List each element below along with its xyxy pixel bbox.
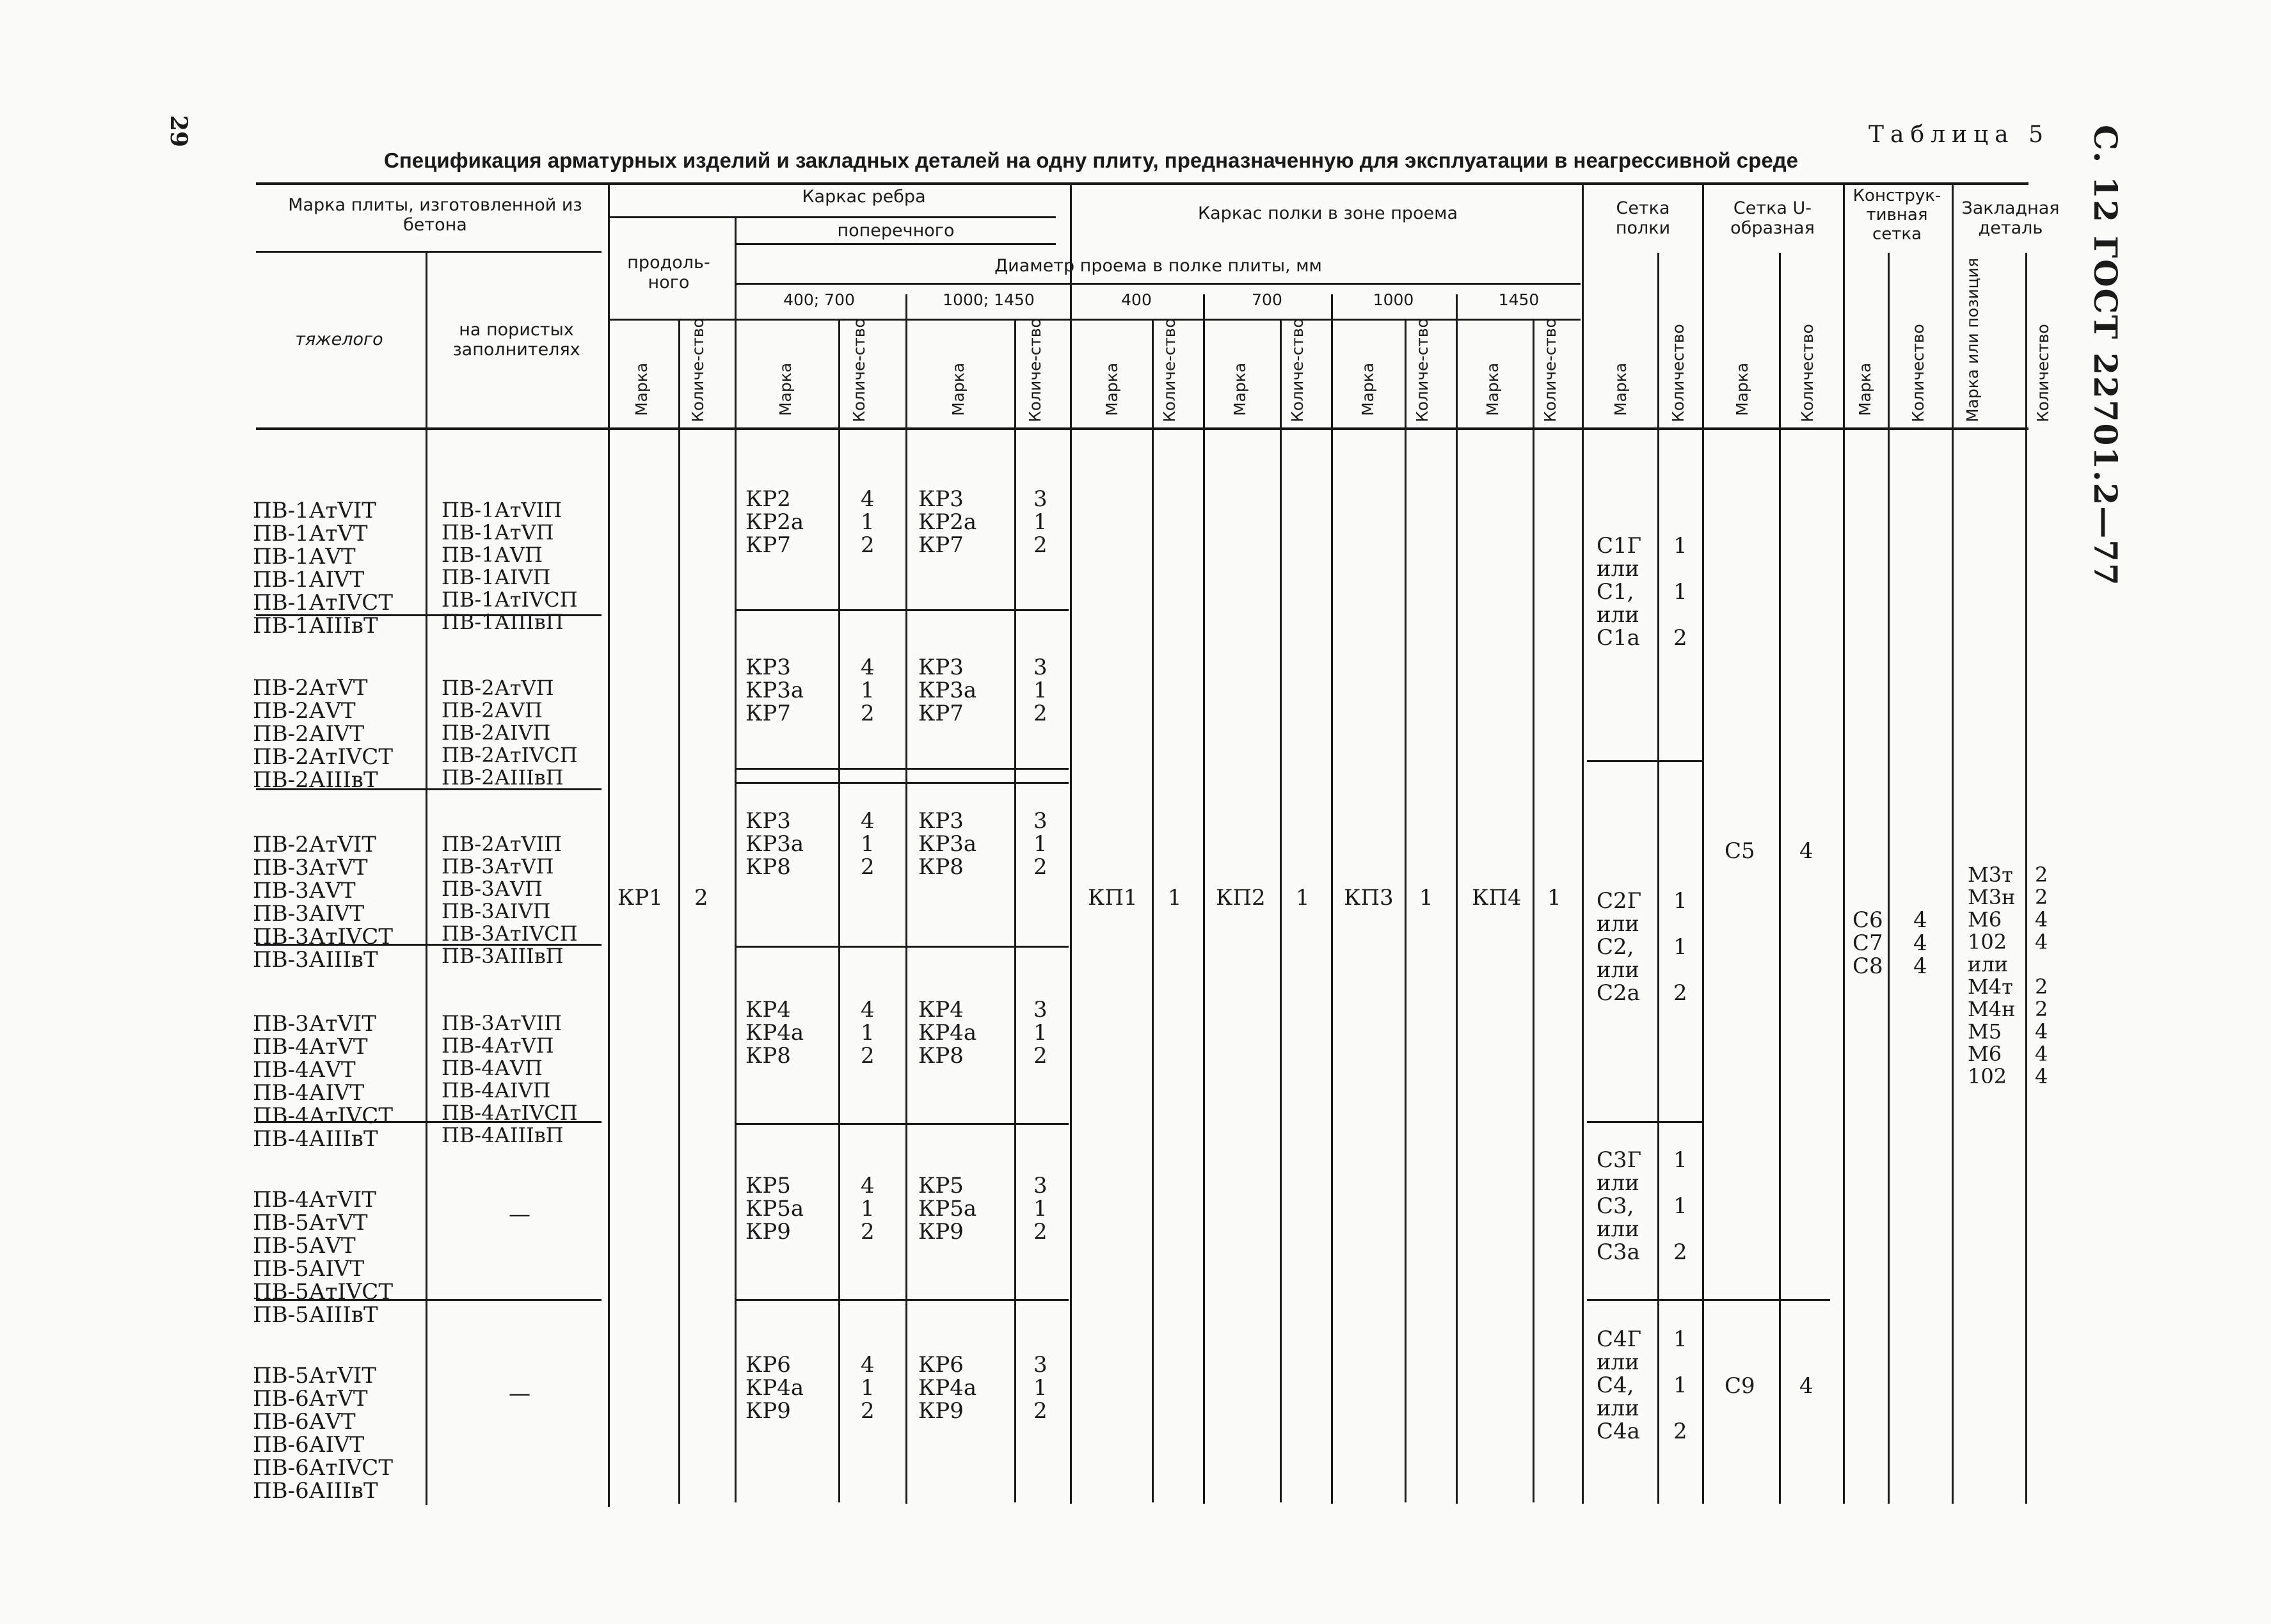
header-kp2-kol: Количе-ство xyxy=(1288,318,1307,422)
header-poperechnogo: поперечного xyxy=(837,221,955,241)
group6-heavy: ПВ-5АтVIТ ПВ-6АтVТ ПВ-6АVТ ПВ-6АIVТ ПВ-6АтIVСТ ПВ-6АIIIвТ xyxy=(253,1363,393,1504)
setka-polki-1: С1Г или С1, или С1а xyxy=(1597,533,1642,651)
prod-qty: 2 xyxy=(694,885,708,911)
setka-u-2-qty: 4 xyxy=(1799,1373,1813,1399)
header-kp4-kol: Количе-ство xyxy=(1541,318,1559,422)
group5-kr-b: КР5 КР5а КР9 xyxy=(918,1173,977,1245)
header-konstr-kol: Количество xyxy=(1909,324,1927,422)
group4-kr-a: КР4 КР4а КР8 xyxy=(745,997,804,1069)
kp3-marka: КП3 xyxy=(1344,885,1394,911)
group3-kr-a: КР3 КР3а КР8 xyxy=(745,808,804,880)
setka-polki-2: С2Г или С2, или С2а xyxy=(1597,888,1642,1006)
header-kp3-kol: Количе-ство xyxy=(1413,318,1431,422)
group4-heavy: ПВ-3АтVIТ ПВ-4АтVТ ПВ-4АVТ ПВ-4АIVТ ПВ-4АтIVСТ ПВ-4АIIIвТ xyxy=(253,1011,393,1152)
group4-kr-a-qty: 4 1 2 xyxy=(861,997,875,1069)
konstr-setka-qty: 4 4 4 xyxy=(1913,907,1927,979)
header-b-kol: Количе-ство xyxy=(1026,318,1044,422)
header-porous: на пористых заполнителях xyxy=(452,320,580,360)
setka-polki-1-qty: 1 1 2 xyxy=(1673,533,1687,651)
header-d-400: 400 xyxy=(1121,291,1152,309)
header-zakladnaya: Закладная деталь xyxy=(1961,198,2060,239)
setka-polki-2-qty: 1 1 2 xyxy=(1673,888,1687,1006)
header-kp1-marka: Марка xyxy=(1103,362,1121,416)
header-karkas-polki: Каркас полки в зоне проема xyxy=(1197,203,1458,223)
group2-kr-a-qty: 4 1 2 xyxy=(861,655,875,726)
group5-kr-b-qty: 3 1 2 xyxy=(1033,1173,1048,1245)
zakladnaya-qty: 2 2 4 4 2 2 4 4 4 xyxy=(2035,863,2048,1088)
kp4-qty: 1 xyxy=(1547,885,1561,911)
setka-u-1: С5 xyxy=(1725,838,1755,864)
header-a-kol: Количе-ство xyxy=(850,318,868,422)
header-zakl-kol: Количество xyxy=(2034,324,2052,422)
group4-porous: ПВ-3АтVIП ПВ-4АтVП ПВ-4АVП ПВ-4АIVП ПВ-4АтIVСП ПВ-4АIIIвП xyxy=(442,1011,578,1147)
setka-u-1-qty: 4 xyxy=(1799,838,1813,864)
group1-porous: ПВ-1АтVIП ПВ-1АтVП ПВ-1АVП ПВ-1АIVП ПВ-1АтIVСП ПВ-1АIIIвП xyxy=(442,498,578,634)
header-prod-marka: Марка xyxy=(632,362,651,416)
group5-porous-dash: — xyxy=(509,1202,530,1227)
header-d-400-700: 400; 700 xyxy=(783,291,855,309)
group1-kr-a: КР2 КР2а КР7 xyxy=(745,486,804,558)
group2-porous: ПВ-2АтVП ПВ-2АVП ПВ-2АIVП ПВ-2АтIVСП ПВ-2АIIIвП xyxy=(442,676,578,790)
setka-polki-3-qty: 1 1 2 xyxy=(1673,1147,1687,1265)
group6-kr-b-qty: 3 1 2 xyxy=(1033,1352,1048,1424)
group6-kr-b: КР6 КР4а КР9 xyxy=(918,1352,977,1424)
header-zakl-marka: Марка или позиция xyxy=(1963,257,1982,422)
header-d-1000: 1000 xyxy=(1373,291,1414,309)
standard-code: С. 12 ГОСТ 22701.2—77 xyxy=(2087,125,2124,587)
group1-kr-a-qty: 4 1 2 xyxy=(861,486,875,558)
header-kp2-marka: Марка xyxy=(1231,362,1249,416)
kp3-qty: 1 xyxy=(1419,885,1433,911)
kp1-marka: КП1 xyxy=(1088,885,1138,911)
group2-heavy: ПВ-2АтVТ ПВ-2АVТ ПВ-2АIVТ ПВ-2АтIVСТ ПВ-2АIIIвТ xyxy=(253,675,393,793)
header-konstr-marka: Марка xyxy=(1856,362,1874,416)
header-konstr-setka: Конструк-тивная сетка xyxy=(1853,186,1941,244)
group2-kr-b: КР3 КР3а КР7 xyxy=(918,655,977,726)
kp4-marka: КП4 xyxy=(1472,885,1522,911)
page-number: 29 xyxy=(165,115,192,148)
header-diametr: Диаметр проема в полке плиты, мм xyxy=(994,256,1322,276)
setka-u-2: С9 xyxy=(1725,1373,1755,1399)
group2-kr-a: КР3 КР3а КР7 xyxy=(745,655,804,726)
header-b-marka: Марка xyxy=(949,362,968,416)
group1-heavy: ПВ-1АтVIТ ПВ-1АтVТ ПВ-1АVТ ПВ-1АIVТ ПВ-1АтIVСТ ПВ-1АIIIвТ xyxy=(253,498,393,639)
header-karkas-rebra: Каркас ребра xyxy=(802,187,926,207)
group3-kr-a-qty: 4 1 2 xyxy=(861,808,875,880)
group6-porous-dash: — xyxy=(509,1381,530,1406)
group5-kr-a: КР5 КР5а КР9 xyxy=(745,1173,804,1245)
group3-porous: ПВ-2АтVIП ПВ-3АтVП ПВ-3АVП ПВ-3АIVП ПВ-3АтIVСП ПВ-3АIIIвП xyxy=(442,832,578,968)
kp1-qty: 1 xyxy=(1168,885,1182,911)
table-title: Спецификация арматурных изделий и закладных деталей на одну плиту, предназначенную для эксплуатации в неагрессивной среде xyxy=(384,148,1798,172)
header-kp4-marka: Марка xyxy=(1483,362,1502,416)
header-kp3-marka: Марка xyxy=(1359,362,1377,416)
kp2-marka: КП2 xyxy=(1216,885,1266,911)
header-u-kol: Количество xyxy=(1798,324,1817,422)
group4-kr-b-qty: 3 1 2 xyxy=(1033,997,1048,1069)
header-u-marka: Марка xyxy=(1733,362,1751,416)
table-label: Таблица 5 xyxy=(1869,122,2050,148)
header-setka-u: Сетка U-образная xyxy=(1730,198,1815,239)
group4-kr-b: КР4 КР4а КР8 xyxy=(918,997,977,1069)
group3-kr-b-qty: 3 1 2 xyxy=(1033,808,1048,880)
header-d-1000-1450: 1000; 1450 xyxy=(943,291,1035,309)
header-heavy: тяжелого xyxy=(295,330,383,349)
setka-polki-4: С4Г или С4, или С4а xyxy=(1597,1326,1642,1444)
group6-kr-a-qty: 4 1 2 xyxy=(861,1352,875,1424)
setka-polki-3: С3Г или С3, или С3а xyxy=(1597,1147,1642,1265)
header-prod-kol: Количе-ство xyxy=(689,318,707,422)
group6-kr-a: КР6 КР4а КР9 xyxy=(745,1352,804,1424)
group2-kr-b-qty: 3 1 2 xyxy=(1033,655,1048,726)
header-setka-kol: Количество xyxy=(1669,324,1687,422)
header-d-1450: 1450 xyxy=(1498,291,1540,309)
group5-kr-a-qty: 4 1 2 xyxy=(861,1173,875,1245)
group1-kr-b: КР3 КР2а КР7 xyxy=(918,486,977,558)
setka-polki-4-qty: 1 1 2 xyxy=(1673,1326,1687,1444)
group1-kr-b-qty: 3 1 2 xyxy=(1033,486,1048,558)
zakladnaya-marka: М3т М3н М6 102 или М4т М4н М5 М6 102 xyxy=(1968,863,2016,1088)
header-setka-polki: Сетка полки xyxy=(1615,198,1671,239)
header-marka-plity: Марка плиты, изготовленной из бетона xyxy=(288,195,582,235)
group3-heavy: ПВ-2АтVIТ ПВ-3АтVТ ПВ-3АVТ ПВ-3АIVТ ПВ-3АтIVСТ ПВ-3АIIIвТ xyxy=(253,832,393,973)
header-kp1-kol: Количе-ство xyxy=(1160,318,1179,422)
header-a-marka: Марка xyxy=(776,362,795,416)
header-d-700: 700 xyxy=(1252,291,1282,309)
header-setka-marka: Марка xyxy=(1611,362,1630,416)
group3-kr-b: КР3 КР3а КР8 xyxy=(918,808,977,880)
prod-marka: КР1 xyxy=(618,885,663,911)
header-prodolnogo: продоль-ного xyxy=(627,253,710,293)
konstr-setka: С6 С7 С8 xyxy=(1853,907,1883,979)
kp2-qty: 1 xyxy=(1296,885,1310,911)
group5-heavy: ПВ-4АтVIТ ПВ-5АтVТ ПВ-5АVТ ПВ-5АIVТ ПВ-5АтIVСТ ПВ-5АIIIвТ xyxy=(253,1187,393,1328)
